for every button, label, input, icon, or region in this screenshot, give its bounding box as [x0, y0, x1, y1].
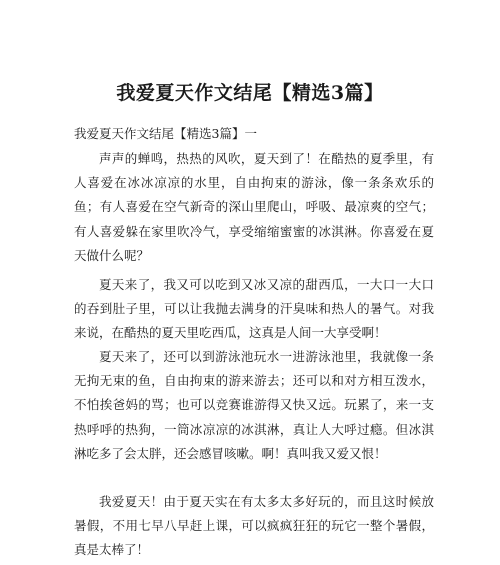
paragraph-1: 声声的蝉鸣，热热的风吹，夏天到了！在酷热的夏季里，有人喜爱在冰冰凉凉的水里，自由拘束的游泳，像一条条欢乐的鱼；有人喜爱在空气新奇的深山里爬山，呼吸、最凉爽的空气；有人喜爱躲在家里吹冷气，享受缩缩蜜蜜的冰淇淋。你喜爱在夏天做什么呢？ [74, 151, 434, 263]
section-heading: 我爱夏天作文结尾【精选3篇】一 [74, 126, 257, 141]
paragraph-4: 我爱夏天！由于夏天实在有太多太多好玩的，而且这时候放暑假，不用七早八早赶上课，可以疯疯狂狂的玩它一整个暑假，真是太棒了！ [74, 494, 434, 558]
paragraph-2: 夏天来了，我又可以吃到又冰又凉的甜西瓜，一大口一大口的吞到肚子里，可以让我抛去满身的汗臭味和热人的暑气。对我来说，在酷热的夏天里吃西瓜，这真是人间一大享受啊！ [74, 277, 434, 341]
paragraph-3: 夏天来了，还可以到游泳池玩水一进游泳池里，我就像一条无拘无束的鱼，自由拘束的游来游去；还可以和对方相互泼水，不怕挨爸妈的骂；也可以竞赛谁游得又快又远。玩累了，来一支热呼呼的热狗，一筒冰凉凉的冰淇淋，真让人大呼过瘾。但冰淇淋吃多了会太胖，还会感冒咳嗽。啊！真叫我又爱又恨！ [74, 349, 434, 461]
document-title: 我爱夏天作文结尾【精选3篇】 [116, 82, 384, 104]
